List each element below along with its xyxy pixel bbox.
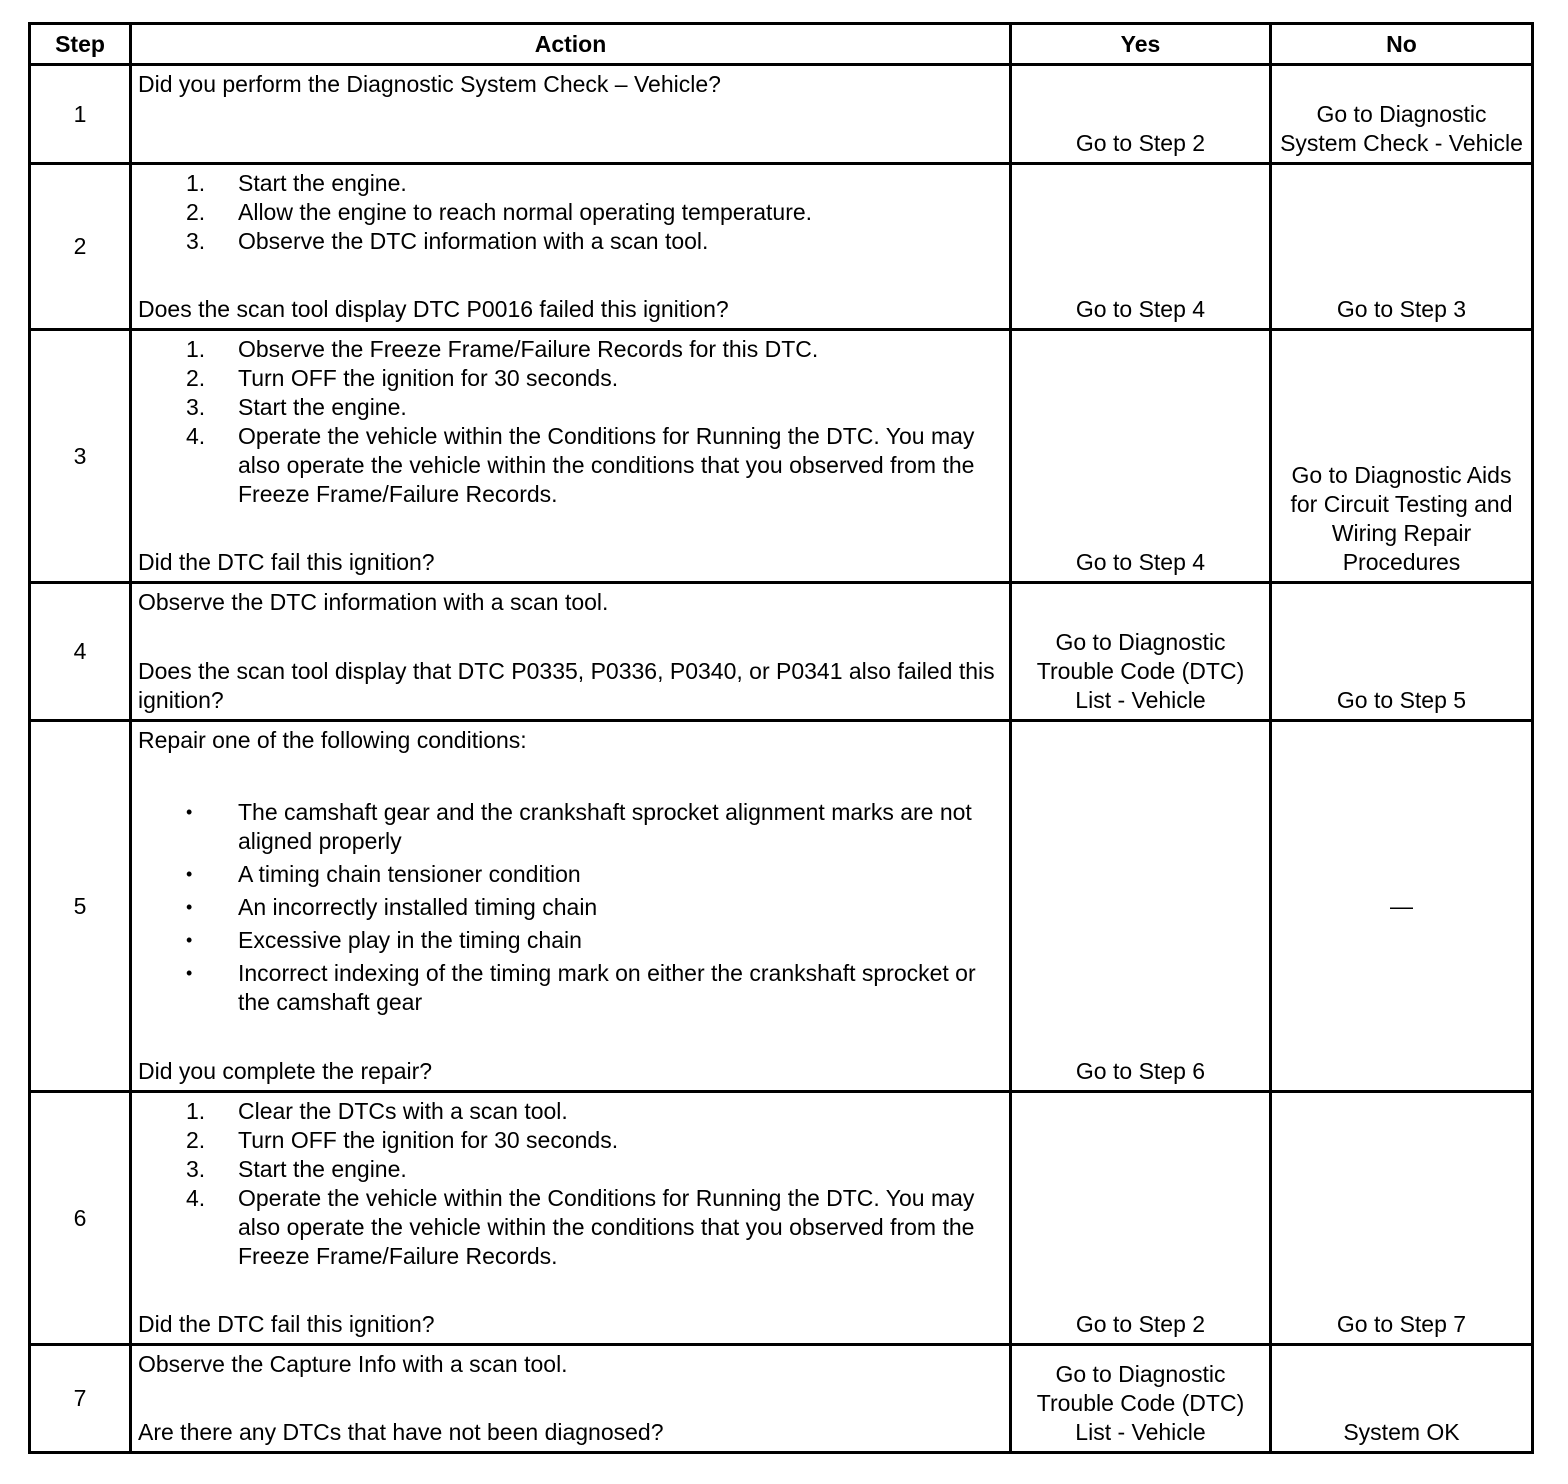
table-row xyxy=(30,721,1533,1092)
action-cell xyxy=(131,164,1011,330)
action-intro: Observe the DTC information with a scan tool. xyxy=(138,589,609,615)
step-number: 2 xyxy=(30,164,131,330)
action-intro: Did you perform the Diagnostic System Check – Vehicle? xyxy=(138,71,721,97)
list-item: 3. Start the engine. xyxy=(186,1156,407,1182)
yes-cell: Go to Step 2 xyxy=(1011,65,1271,164)
diagnostic-table xyxy=(28,22,1534,1454)
action-question: Did the DTC fail this ignition? xyxy=(138,549,435,575)
step-number: 7 xyxy=(30,1345,131,1453)
no-cell: Go to Diagnostic System Check - Vehicle xyxy=(1271,65,1533,164)
list-item: 1. Clear the DTCs with a scan tool. xyxy=(186,1098,568,1124)
list-item: 3. Start the engine. xyxy=(186,394,407,420)
yes-cell: Go to Step 6 xyxy=(1011,721,1271,1092)
list-item: 4. Operate the vehicle within the Conditions for Running the DTC. You may also operate the vehicle within the conditions that you observed from the Freeze Frame/Failure Records. xyxy=(186,1185,975,1269)
yes-cell: Go to Step 4 xyxy=(1011,330,1271,583)
step-number: 3 xyxy=(30,330,131,583)
yes-cell: Go to Diagnostic Trouble Code (DTC) List - Vehicle xyxy=(1011,1345,1271,1453)
action-question: Are there any DTCs that have not been diagnosed? xyxy=(138,1419,664,1445)
list-item: • Incorrect indexing of the timing mark on either the crankshaft sprocket or the camshaft gear xyxy=(186,960,976,1015)
no-cell: Go to Step 5 xyxy=(1271,583,1533,721)
no-cell: System OK xyxy=(1271,1345,1533,1453)
yes-cell: Go to Diagnostic Trouble Code (DTC) List - Vehicle xyxy=(1011,583,1271,721)
list-item: 3. Observe the DTC information with a scan tool. xyxy=(186,228,709,254)
list-item: 2. Allow the engine to reach normal operating temperature. xyxy=(186,199,813,225)
list-item: • The camshaft gear and the crankshaft sprocket alignment marks are not aligned properly xyxy=(186,799,972,854)
action-question: Did the DTC fail this ignition? xyxy=(138,1311,435,1337)
action-cell xyxy=(131,721,1011,1092)
action-cell xyxy=(131,330,1011,583)
numbered-list xyxy=(138,169,1001,256)
header-row xyxy=(30,24,1533,65)
action-cell xyxy=(131,583,1011,721)
action-cell xyxy=(131,1345,1011,1453)
no-cell: Go to Step 7 xyxy=(1271,1092,1533,1345)
numbered-list xyxy=(138,335,1001,509)
list-item: 1. Observe the Freeze Frame/Failure Records for this DTC. xyxy=(186,336,819,362)
header-action: Action xyxy=(131,24,1011,65)
step-number: 1 xyxy=(30,65,131,164)
header-no: No xyxy=(1271,24,1533,65)
table-row xyxy=(30,330,1533,583)
header-step: Step xyxy=(30,24,131,65)
yes-cell: Go to Step 2 xyxy=(1011,1092,1271,1345)
table-row xyxy=(30,1092,1533,1345)
table-row xyxy=(30,1345,1533,1453)
table-row xyxy=(30,583,1533,721)
no-cell: — xyxy=(1271,721,1533,1092)
action-cell xyxy=(131,65,1011,164)
action-intro: Repair one of the following conditions: xyxy=(138,727,527,753)
no-cell: Go to Diagnostic Aids for Circuit Testing and Wiring Repair Procedures xyxy=(1271,330,1533,583)
action-intro: Observe the Capture Info with a scan tool. xyxy=(138,1351,568,1377)
list-item: 2. Turn OFF the ignition for 30 seconds. xyxy=(186,1127,619,1153)
list-item: • Excessive play in the timing chain xyxy=(186,927,582,953)
bullet-list xyxy=(138,798,1001,1017)
header-yes: Yes xyxy=(1011,24,1271,65)
action-question: Does the scan tool display that DTC P0335, P0336, P0340, or P0341 also failed this ignition? xyxy=(138,658,995,713)
table-row xyxy=(30,164,1533,330)
step-number: 5 xyxy=(30,721,131,1092)
list-item: 2. Turn OFF the ignition for 30 seconds. xyxy=(186,365,619,391)
step-number: 4 xyxy=(30,583,131,721)
action-question: Does the scan tool display DTC P0016 failed this ignition? xyxy=(138,296,729,322)
numbered-list xyxy=(138,1097,1001,1271)
yes-cell: Go to Step 4 xyxy=(1011,164,1271,330)
list-item: 1. Start the engine. xyxy=(186,170,407,196)
list-item: • An incorrectly installed timing chain xyxy=(186,894,598,920)
no-cell: Go to Step 3 xyxy=(1271,164,1533,330)
list-item: • A timing chain tensioner condition xyxy=(186,861,581,887)
step-number: 6 xyxy=(30,1092,131,1345)
list-item: 4. Operate the vehicle within the Conditions for Running the DTC. You may also operate the vehicle within the conditions that you observed from the Freeze Frame/Failure Records. xyxy=(186,423,975,507)
table-row xyxy=(30,65,1533,164)
action-cell xyxy=(131,1092,1011,1345)
action-question: Did you complete the repair? xyxy=(138,1058,433,1084)
